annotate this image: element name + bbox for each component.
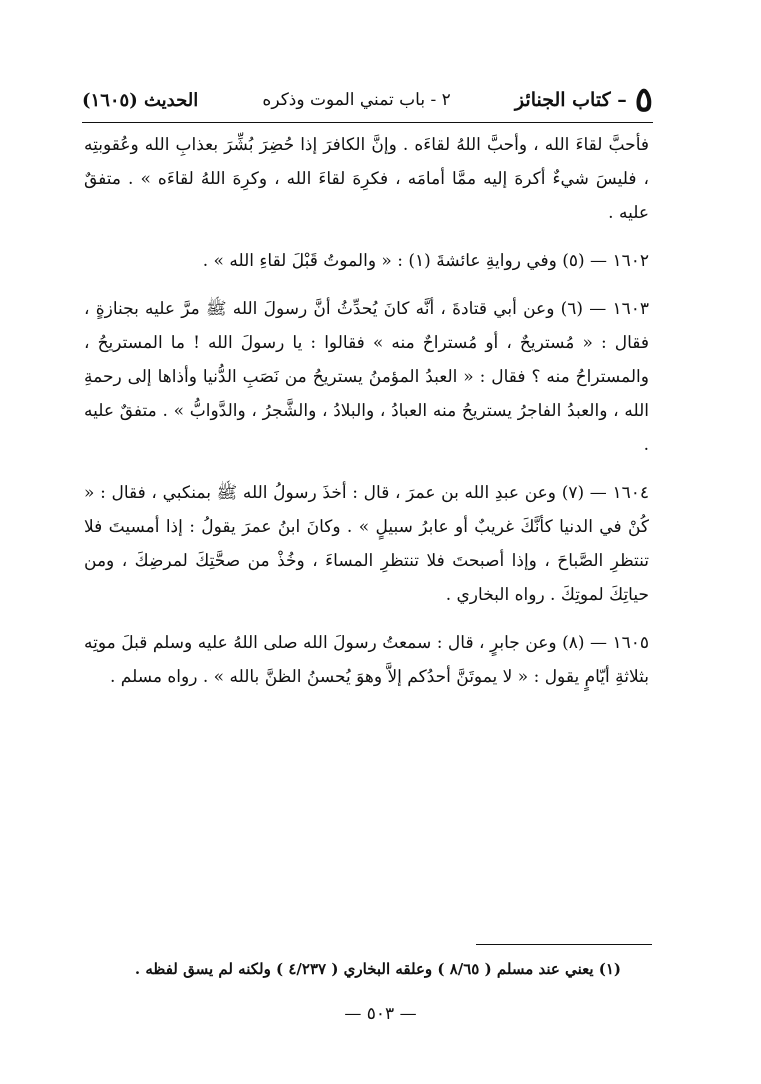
page-header [82, 80, 653, 120]
hadith-1603: ١٦٠٣ — (٦) وعن أبي قتادةَ ، أنَّه كانَ يُحدِّثُ أنَّ رسولَ الله ﷺ مرَّ عليه بجنازةٍ ، فقال : « مُستريحٌ ، أو مُستراحٌ منه » فقالوا : يا رسولَ الله ! ما المستريحُ ، والمستراحُ منه ؟ فقال : « العبدُ المؤمنُ يستريحُ من نَصَبِ الدُّنيا وأذاها إلى رحمةِ الله ، والعبدُ الفاجرُ يستريحُ منه العبادُ ، والبلادُ ، والشَّجرُ ، والدَّوابُّ » . متفقٌ عليه . [84, 299, 649, 455]
hadith-1604: ١٦٠٤ — (٧) وعن عبدِ الله بن عمرَ ، قال : أخذَ رسولُ الله ﷺ بمنكبي ، فقال : « كُنْ في الدنيا كأنَّكَ غريبٌ أو عابرُ سبيلٍ » . وكانَ ابنُ عمرَ يقولُ : إذا أمسيتَ فلا تنتظرِ الصَّباحَ ، وإذا أصبحتَ فلا تنتظرِ المساءَ ، وخُذْ من صحَّتِكَ لمرضِكَ ، ومن حياتِكَ لموتِكَ . رواه البخاري . [84, 483, 649, 605]
hadith-1602: ١٦٠٢ — (٥) وفي روايةِ عائشةَ (١) : « والموتُ قَبْلَ لقاءِ الله » . [202, 251, 649, 271]
page-body [84, 128, 649, 694]
section-number: ٥ [634, 80, 653, 120]
header-divider [82, 122, 653, 123]
footnote-divider [476, 944, 652, 945]
section-title-group [514, 80, 653, 120]
section-title: – كتاب الجنائز [514, 89, 627, 111]
footnote: (١) يعني عند مسلم ( ٨/٦٥ ) وعلقه البخاري ( ٤/٢٣٧ ) ولكنه لم يسق لفظه . [134, 960, 621, 978]
hadith-reference: الحديث (١٦٠٥) [82, 89, 199, 111]
hadith-1605: ١٦٠٥ — (٨) وعن جابرٍ ، قال : سمعتُ رسولَ الله صلى اللهُ عليه وسلم قبلَ موتِه بثلاثةِ أيّامٍ يقول : « لا يموتَنَّ أحدُكم إلاَّ وهوَ يُحسنُ الظنَّ بالله » . رواه مسلم . [84, 633, 649, 687]
page-number: — ٥٠٣ — [344, 1004, 417, 1024]
chapter-title: ٢ - باب تمني الموت وذكره [262, 90, 451, 110]
paragraph-continuation: فأحبَّ لقاءَ الله ، وأحبَّ اللهُ لقاءَه . وإنَّ الكافرَ إذا حُضِرَ بُشِّرَ بعذابِ الله وعُقوبتِه ، فليسَ شيءٌ أكرهَ إليه ممَّا أمامَه ، فكرِهَ لقاءَ الله ، وكرِهَ اللهُ لقاءَه » . متفقٌ عليه . [84, 135, 649, 223]
